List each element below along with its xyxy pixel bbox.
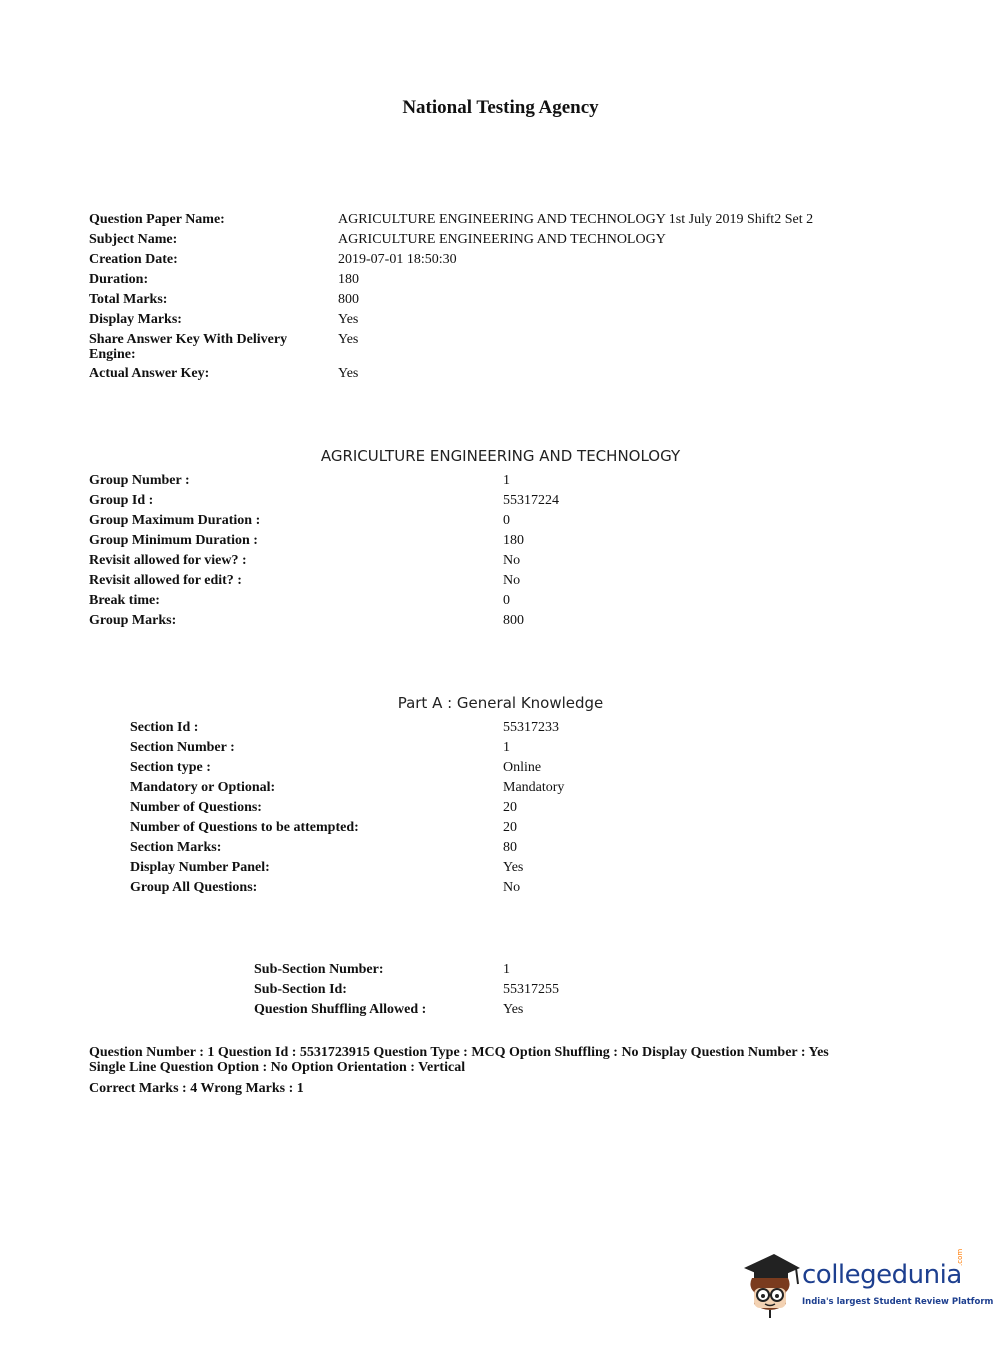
subsection-value: 1 xyxy=(503,962,510,977)
group-row xyxy=(89,471,689,491)
group-label: Group Marks: xyxy=(89,613,177,628)
info-label: Subject Name: xyxy=(89,232,178,247)
section-row xyxy=(130,718,690,738)
paper-info-row xyxy=(89,250,909,270)
group-row xyxy=(89,491,689,511)
group-value: No xyxy=(503,553,521,568)
page-title: National Testing Agency xyxy=(402,97,599,118)
info-value: 800 xyxy=(338,292,359,307)
group-label: Group Id : xyxy=(89,493,154,508)
group-label: Break time: xyxy=(89,593,160,608)
info-value: 2019-07-01 18:50:30 xyxy=(338,252,457,267)
paper-info-row xyxy=(89,364,909,384)
section-value: 80 xyxy=(503,840,517,855)
group-value: 55317224 xyxy=(503,493,559,508)
logo-tagline: India's largest Student Review Platform xyxy=(802,1297,994,1307)
info-label: Total Marks: xyxy=(89,292,168,307)
group-row xyxy=(89,611,689,631)
section-value: 20 xyxy=(503,800,517,815)
info-label: Actual Answer Key: xyxy=(89,366,210,381)
section-label: Number of Questions to be attempted: xyxy=(130,820,359,835)
paper-info-row xyxy=(89,290,909,310)
group-row xyxy=(89,571,689,591)
section-heading: Part A : General Knowledge xyxy=(397,694,604,712)
question-option-line: Single Line Question Option : No Option Orientation : Vertical xyxy=(89,1060,466,1075)
group-value: No xyxy=(503,573,521,588)
group-row xyxy=(89,551,689,571)
question-marks-line: Correct Marks : 4 Wrong Marks : 1 xyxy=(89,1081,304,1096)
section-row xyxy=(130,778,690,798)
info-value: AGRICULTURE ENGINEERING AND TECHNOLOGY 1st July 2019 Shift2 Set 2 xyxy=(338,212,814,227)
section-row xyxy=(130,838,690,858)
info-label: Question Paper Name: xyxy=(89,212,225,227)
paper-info-row xyxy=(89,310,909,330)
group-table xyxy=(89,471,689,631)
subsection-value: Yes xyxy=(503,1002,524,1017)
info-value: AGRICULTURE ENGINEERING AND TECHNOLOGY xyxy=(338,232,666,247)
question-meta-line: Question Number : 1 Question Id : 5531723915 Question Type : MCQ Option Shuffling : No Display Question Number : Yes xyxy=(89,1045,829,1060)
info-label: Display Marks: xyxy=(89,312,182,327)
info-label: Share Answer Key With Delivery Engine: xyxy=(89,332,288,362)
section-value: 20 xyxy=(503,820,517,835)
subsection-table xyxy=(254,960,654,1020)
group-heading: AGRICULTURE ENGINEERING AND TECHNOLOGY xyxy=(320,447,681,465)
question-info xyxy=(89,1045,909,1096)
section-row xyxy=(130,858,690,878)
group-row xyxy=(89,531,689,551)
section-value: Yes xyxy=(503,860,524,875)
group-label: Group Number : xyxy=(89,473,190,488)
paper-info-row xyxy=(89,210,909,230)
paper-info-row xyxy=(89,230,909,250)
group-value: 0 xyxy=(503,593,510,608)
section-label: Mandatory or Optional: xyxy=(130,780,276,795)
section-value: Mandatory xyxy=(503,780,565,795)
paper-info-table xyxy=(89,210,909,384)
group-row xyxy=(89,511,689,531)
subsection-label: Question Shuffling Allowed : xyxy=(254,1002,427,1017)
collegedunia-logo xyxy=(740,1248,994,1318)
section-label: Number of Questions: xyxy=(130,800,262,815)
logo-suffix: .com xyxy=(956,1248,964,1266)
subsection-value: 55317255 xyxy=(503,982,559,997)
info-value: 180 xyxy=(338,272,359,287)
group-label: Revisit allowed for edit? : xyxy=(89,573,242,588)
section-label: Section Marks: xyxy=(130,840,222,855)
group-value: 1 xyxy=(503,473,510,488)
info-label: Creation Date: xyxy=(89,252,178,267)
info-value: Yes xyxy=(338,332,359,347)
section-row xyxy=(130,818,690,838)
section-value: No xyxy=(503,880,521,895)
group-value: 0 xyxy=(503,513,510,528)
group-label: Group Maximum Duration : xyxy=(89,513,261,528)
section-value: 1 xyxy=(503,740,510,755)
info-value: Yes xyxy=(338,312,359,327)
subsection-row xyxy=(254,960,654,980)
subsection-label: Sub-Section Number: xyxy=(254,962,384,977)
group-label: Revisit allowed for view? : xyxy=(89,553,247,568)
group-label: Group Minimum Duration : xyxy=(89,533,258,548)
mascot-icon xyxy=(740,1248,802,1318)
section-label: Group All Questions: xyxy=(130,880,258,895)
section-value: 55317233 xyxy=(503,720,559,735)
section-row xyxy=(130,758,690,778)
group-row xyxy=(89,591,689,611)
group-value: 180 xyxy=(503,533,524,548)
section-row xyxy=(130,878,690,898)
section-label: Section type : xyxy=(130,760,211,775)
group-value: 800 xyxy=(503,613,524,628)
subsection-label: Sub-Section Id: xyxy=(254,982,347,997)
subsection-row xyxy=(254,1000,654,1020)
paper-info-row xyxy=(89,330,909,364)
section-label: Section Number : xyxy=(130,740,235,755)
logo-wordmark: collegedunia xyxy=(802,1260,962,1290)
subsection-row xyxy=(254,980,654,1000)
section-table xyxy=(130,718,690,898)
section-row xyxy=(130,738,690,758)
section-label: Display Number Panel: xyxy=(130,860,270,875)
section-value: Online xyxy=(503,760,542,775)
paper-info-row xyxy=(89,270,909,290)
section-row xyxy=(130,798,690,818)
info-label: Duration: xyxy=(89,272,149,287)
section-label: Section Id : xyxy=(130,720,199,735)
info-value: Yes xyxy=(338,366,359,381)
